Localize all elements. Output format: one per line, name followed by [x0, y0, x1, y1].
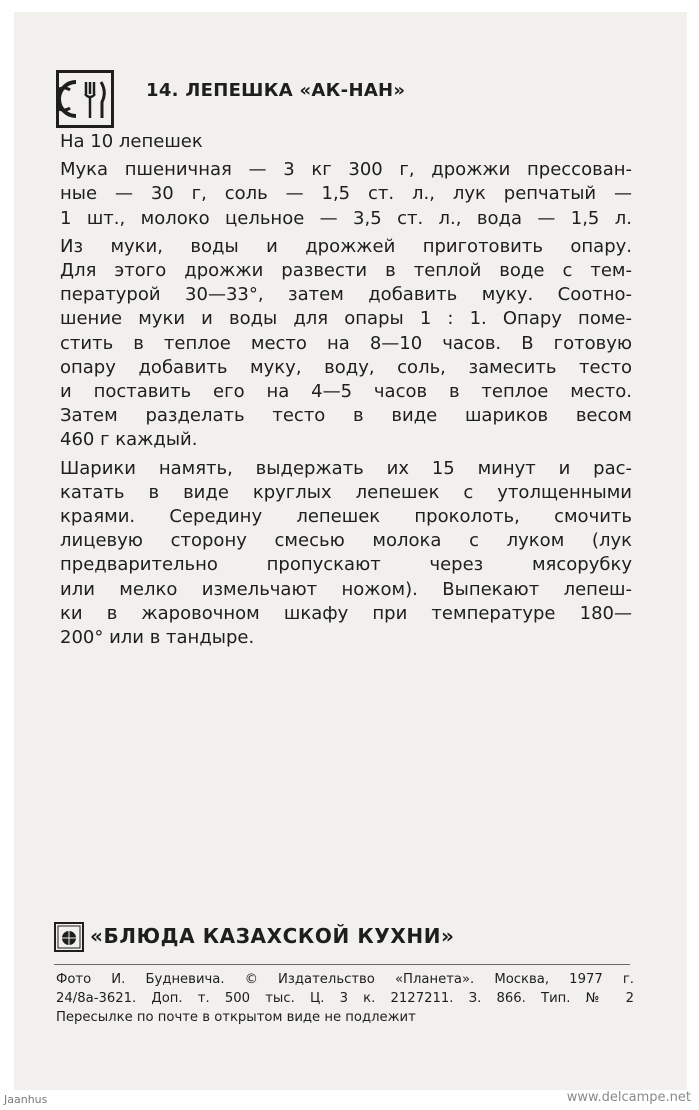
method-line: или мелко измельчают ножом). Выпекают лепеш-	[60, 578, 632, 600]
plate-fork-knife-icon	[56, 70, 114, 128]
method-line: предварительно пропускают через мясорубку	[60, 554, 632, 576]
divider	[54, 964, 630, 965]
ingredients	[60, 158, 632, 231]
ingredients-line: Мука пшеничная — 3 кг 300 г, дрожжи прессован-	[60, 159, 632, 181]
recipe-body	[60, 130, 632, 650]
imprint-line: Фото И. Будневича. © Издательство «Планета». Москва, 1977 г.	[56, 972, 634, 987]
site-link[interactable]: www.delcampe.net	[566, 1090, 691, 1105]
method-line: 200° или в тандыре.	[60, 627, 255, 649]
series-title: «БЛЮДА КАЗАХСКОЙ КУХНИ»	[90, 924, 455, 948]
globe-book-icon	[54, 922, 84, 952]
method-line: краями. Середину лепешек проколоть, смочить	[60, 506, 632, 528]
imprint-line: Пересылке по почте в открытом виде не подлежит	[56, 1009, 416, 1025]
yield	[60, 130, 632, 154]
method-line: пературой 30—33°, затем добавить муку. Соотно-	[60, 284, 632, 306]
method-line: катать в виде круглых лепешек с утолщенными	[60, 481, 632, 503]
method-line: опару добавить муку, воду, соль, замесить тесто	[60, 356, 632, 378]
method-line: Шарики намять, выдержать их 15 минут и рас-	[60, 457, 632, 479]
method-line: стить в теплое место на 8—10 часов. В готовую	[60, 332, 632, 354]
method-paragraph-2	[60, 457, 632, 651]
method-line: лицевую сторону смесью молока с луком (лук	[60, 530, 632, 552]
method-line: 460 г каждый.	[60, 429, 198, 451]
ingredients-line: 1 шт., молоко цельное — 3,5 ст. л., вода — 1,5 л.	[60, 207, 632, 229]
method-paragraph-1	[60, 235, 632, 453]
imprint-line: 24/8а-3621. Доп. т. 500 тыс. Ц. 3 к. 2127211. З. 866. Тип. № 2	[56, 990, 634, 1006]
uploader-name: Jaanhus	[4, 1093, 48, 1106]
ingredients-line: ные — 30 г, соль — 1,5 ст. л., лук репчатый —	[60, 183, 632, 205]
postcard	[14, 12, 687, 1090]
method-line: Для этого дрожжи развести в теплой воде с тем-	[60, 260, 632, 282]
recipe-title: 14. ЛЕПЕШКА «АК-НАН»	[146, 80, 406, 101]
yield-text: На 10 лепешек	[60, 131, 203, 152]
method-line: ки в жаровочном шкафу при температуре 180—	[60, 602, 632, 624]
method-line: Затем разделать тесто в виде шариков весом	[60, 405, 632, 427]
method-line: и поставить его на 4—5 часов в теплое место.	[60, 381, 632, 403]
method-line: Из муки, воды и дрожжей приготовить опару.	[60, 235, 632, 257]
method-line: шение муки и воды для опары 1 : 1. Опару поме-	[60, 308, 632, 330]
imprint	[56, 971, 634, 1027]
